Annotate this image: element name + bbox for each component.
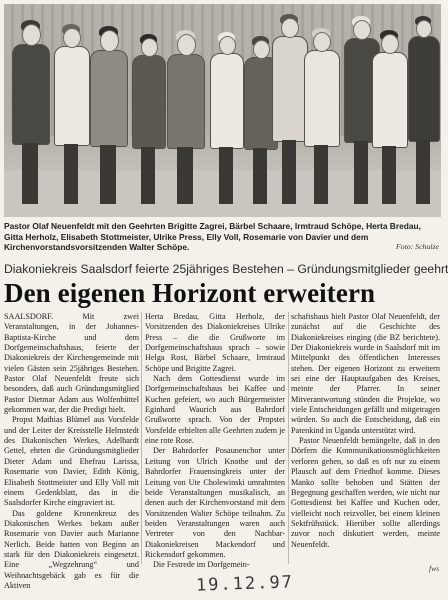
photo-person-body xyxy=(12,44,50,145)
column-2-paragraph: Herta Bredau, Gitta Herholz, der Vorsitzenden des Diakoniekreises Ulrike Press – die die Grußworte im Dorfgemeinschaftshaus sprach – sowie Helga Rost, Bärbel Schaare, Irmtraud Schöpe und Brigitte Zagrei. xyxy=(145,312,285,373)
photo-person-head xyxy=(281,18,299,38)
photo-person-legs xyxy=(416,140,429,204)
article-column-3 xyxy=(291,312,440,572)
photo-person-head xyxy=(22,24,41,46)
photo-person-head xyxy=(353,20,371,40)
photo-person-body xyxy=(304,50,340,147)
photo-person-head xyxy=(219,36,236,55)
photo-person-body xyxy=(372,52,408,148)
column-divider xyxy=(288,312,289,564)
photo-person-head xyxy=(100,30,119,52)
photo-person-head xyxy=(63,28,81,48)
photo-person-head xyxy=(141,38,158,57)
column-3-paragraph: schaftshaus hielt Pastor Olaf Neuenfeldt, der zunächst auf die Geschichte des Diakoniekreises einging (die BZ berichtete). Der Diakoniekreis wurde in Saalsdorf mit im Mittelpunkt des öffentlichen Interesses stehen. Der eigenen Horizont zu erweitern sei eine der Hauptaufgaben des Kreises, meinte der Pfarrer. In seiner Mitverantwortung stünden die Projekte, wo viele Entscheidungen gefällt und mitgetragen würden. So auch die Entscheidung, daß ein Patenkind in Uganda unterstützt wird. xyxy=(291,312,440,435)
photo-person-head xyxy=(416,20,432,38)
article-column-2 xyxy=(145,312,285,572)
photo-person xyxy=(210,34,242,204)
photo-person-legs xyxy=(64,144,79,204)
photo-caption: Pastor Olaf Neuenfeldt mit den Geehrten Brigitte Zagrei, Bärbel Schaare, Irmtraud Schöpe, Herta Bredau, Gitta Herholz, Elisabeth Stottmeister, Ulrike Press, Elly Voll, Rosemarie von Davier und dem Kirchenvorstandsvorsitzenden Walter Schöpe. xyxy=(4,221,421,253)
photo-person-legs xyxy=(177,147,193,204)
photo-person-legs xyxy=(219,147,233,204)
photo-person-body xyxy=(210,53,244,149)
photo-person-legs xyxy=(282,140,297,204)
photo-person-head xyxy=(313,32,331,52)
photo-person-legs xyxy=(314,145,329,204)
photo-person-head xyxy=(177,34,196,56)
handwritten-date: 19.12.97 xyxy=(195,572,295,596)
photo-person-head xyxy=(381,34,399,54)
group-photo xyxy=(4,4,441,217)
photo-person xyxy=(372,32,406,204)
article-column-1 xyxy=(4,312,139,590)
photo-person xyxy=(408,18,438,204)
photo-person xyxy=(304,30,338,204)
photo-person xyxy=(272,16,306,204)
photo-person xyxy=(167,32,203,204)
column-3-paragraph: Pastor Neuenfeldt bemängelte, daß in den Dörfern die Kommunikationsmöglichkeiten verloren gehen, so daß es oft nur zu einem Plausch auf dem Friedhof komme. Dieses Manko sollte behoben und Stätten der Begegnung geschaffen werden, wie nicht nur Gottesdienst bei Kaffee und Kuchen oder, vielleicht noch reizvoller, bei einem kleinen Sektfrühstück. Hierüber sollte allerdings zuvor noch diskutiert werden, meinte Neuenfeldt. xyxy=(291,436,440,549)
column-divider xyxy=(141,312,142,564)
photo-person-body xyxy=(54,46,90,146)
photo-person xyxy=(12,22,48,204)
photo-person-body xyxy=(90,50,128,147)
photo-person-legs xyxy=(22,143,38,204)
photo-person-body xyxy=(408,36,440,142)
photo-person-body xyxy=(167,54,205,149)
article-headline: Den eigenen Horizont erweitern xyxy=(4,278,376,308)
column-1-paragraph: Das goldene Kronenkreuz des Diakonischen Werkes bekam außer Rosemarie von Davier auch Marianne Nerlich. Beide hatten von Beginn an stark für den Diakoniekreis eingesetzt. Eine „Wegzehrung“ und Weihnachtsgebäck gab es für die Aktiven xyxy=(4,508,139,590)
photo-person xyxy=(54,26,88,204)
photo-person xyxy=(90,28,126,204)
column-2-paragraph: Nach dem Gottesdienst wurde im Dorfgemeinschaftshaus bei Kaffee und Kuchen gefeiert, wo auch Bürgermeister Eginhard Waurich aus Bahrdorf Grußworte sprach. Von der Propstei Vorsfelde erhielten alle Geehrten zudem je eine rote Rose. xyxy=(145,374,285,446)
column-2-paragraph: Der Bahrdorfer Posaunenchor unter Leitung von Ulrich Knothe und der Bahrdorfer Frauensingkreis unter der Leitung von Ute Cholewinski umrahmten beide Veranstaltungen musikalisch, an denen auch der Kirchenvorstand mit dem Vorsitzenden Walter Schöpe teilnahm. Zu beiden Veranstaltungen waren auch Vertreter von den Nachbar-Diakoniekreisen Mackendorf und Rickensdorf gekommen. xyxy=(145,446,285,559)
author-initials: fws xyxy=(428,564,439,573)
column-1-paragraph: SAALSDORF. Mit zwei Veranstaltungen, in der Johannes-Baptista-Kirche und dem Dorfgemeinschaftshaus, feierte der Diakoniekreis der Kirchengemeinde mit vielen Gästen sein 25jähriges Bestehen. Pastor Olaf Neuenfeldt freute sich besonders, daß auch Gründungsmitglied Pastor Dietmar Adam aus Wolfenbüttel gekommen war, der die Predigt hielt. xyxy=(4,312,139,415)
column-2-paragraph: Die Festrede im Dorfgemein- xyxy=(153,560,250,570)
photo-person-body xyxy=(132,55,166,149)
photo-person-legs xyxy=(382,146,397,204)
column-1-paragraph: Propst Mathias Blümel aus Vorsfelde und der Leiter der Kreisstelle Helmstedt des Diakonischen Werkes, Adelhardt Gettel, ehrten die Gründungsmitglieder Dieter Adam und Ehefrau Larissa, Rosemarie von Davier, Edith König, Elisabeth Stottmeister und Elly Voll mit einem Gedenkblatt, das in die Saalsdorfer Kirche eingraviert ist. xyxy=(4,415,139,508)
photo-person xyxy=(132,36,164,204)
photo-credit: Foto: Schulze xyxy=(395,242,439,251)
photo-person-legs xyxy=(100,145,116,204)
photo-person-head xyxy=(253,40,270,59)
photo-person-legs xyxy=(141,147,155,204)
photo-person-legs xyxy=(354,141,369,204)
article-kicker: Diakoniekreis Saalsdorf feierte 25jähriges Bestehen – Gründungsmitglieder geehrt xyxy=(4,262,448,276)
photo-person-legs xyxy=(253,148,267,204)
photo-person-body xyxy=(272,36,308,142)
